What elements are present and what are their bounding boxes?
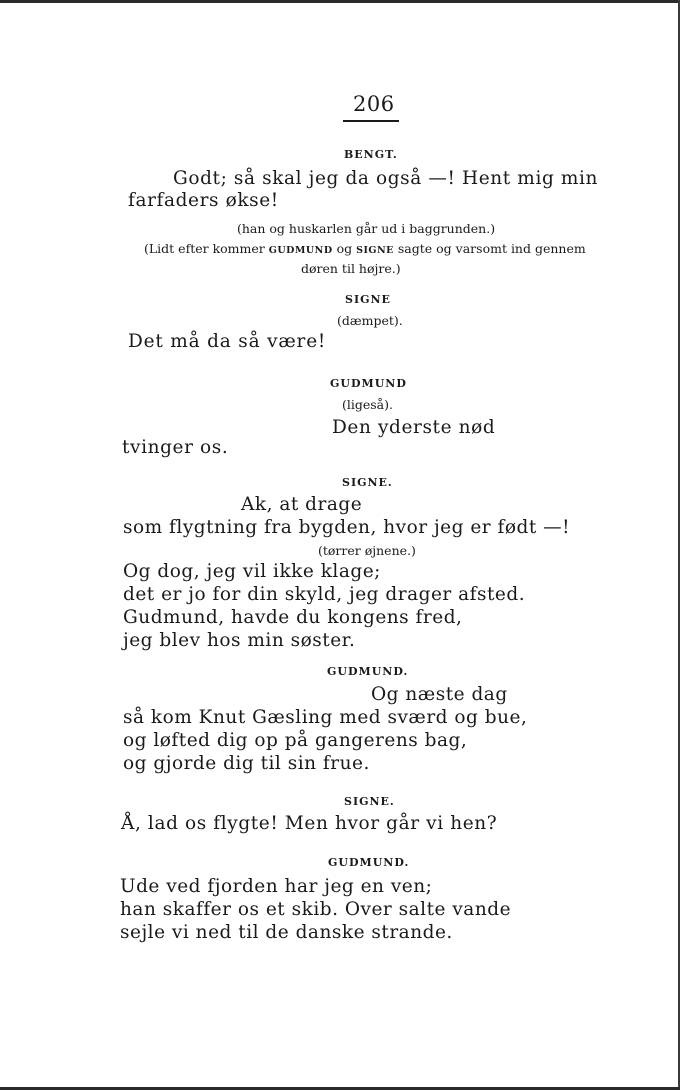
verse-line: Og næste dag [371,684,508,705]
stage-direction: (ligeså). [342,397,393,412]
stage-direction: (dæmpet). [337,313,403,328]
stage-direction: døren til højre.) [301,261,401,276]
speaker-signe: SIGNE [345,293,391,306]
stage-text: og [332,241,357,256]
verse-line: som flygtning fra bygden, hvor jeg er født —! [123,517,571,538]
verse-line: han skaffer os et skib. Over salte vande [120,899,512,920]
stage-direction: (tørrer øjnene.) [318,543,416,558]
verse-line: Gudmund, havde du kongens fred, [123,607,463,628]
stage-direction [144,241,586,256]
verse-line: det er jo for din skyld, jeg drager afsted. [123,584,526,605]
speaker-signe: SIGNE. [344,795,395,808]
scan-edge-top [0,0,680,3]
page-number-rule [343,120,399,122]
verse-line: sejle vi ned til de danske strande. [120,922,453,943]
verse-line: farfaders økse! [128,190,279,211]
stage-direction: (han og huskarlen går ud i baggrunden.) [237,221,496,236]
stage-text: (Lidt efter kommer [144,241,269,256]
speaker-signe: SIGNE. [342,476,393,489]
verse-line: så kom Knut Gæsling med sværd og bue, [123,707,528,728]
speaker-gudmund: GUDMUND. [328,856,410,869]
verse-line: Den yderste nød [332,417,496,438]
verse-line: og løfted dig op på gangerens bag, [123,730,468,751]
speaker-bengt: BENGT. [344,148,398,161]
verse-line: jeg blev hos min søster. [123,630,356,651]
stage-name-gudmund: GUDMUND [268,245,333,256]
verse-line: Det må da så være! [128,331,327,352]
verse-line: Og dog, jeg vil ikke klage; [123,561,381,582]
stage-name-signe: SIGNE [356,245,394,256]
page-number: 206 [353,92,395,116]
verse-line: Ak, at drage [241,494,363,515]
verse-line: Ude ved fjorden har jeg en ven; [120,876,433,897]
verse-line: Godt; så skal jeg da også —! Hent mig min [173,168,599,189]
speaker-gudmund: GUDMUND [330,377,407,390]
verse-line: Å, lad os flygte! Men hvor går vi hen? [121,813,498,834]
verse-line: tvinger os. [122,437,229,458]
stage-text: sagte og varsomt ind gennem [393,241,586,256]
speaker-gudmund: GUDMUND. [327,665,409,678]
verse-line: og gjorde dig til sin frue. [123,753,370,774]
